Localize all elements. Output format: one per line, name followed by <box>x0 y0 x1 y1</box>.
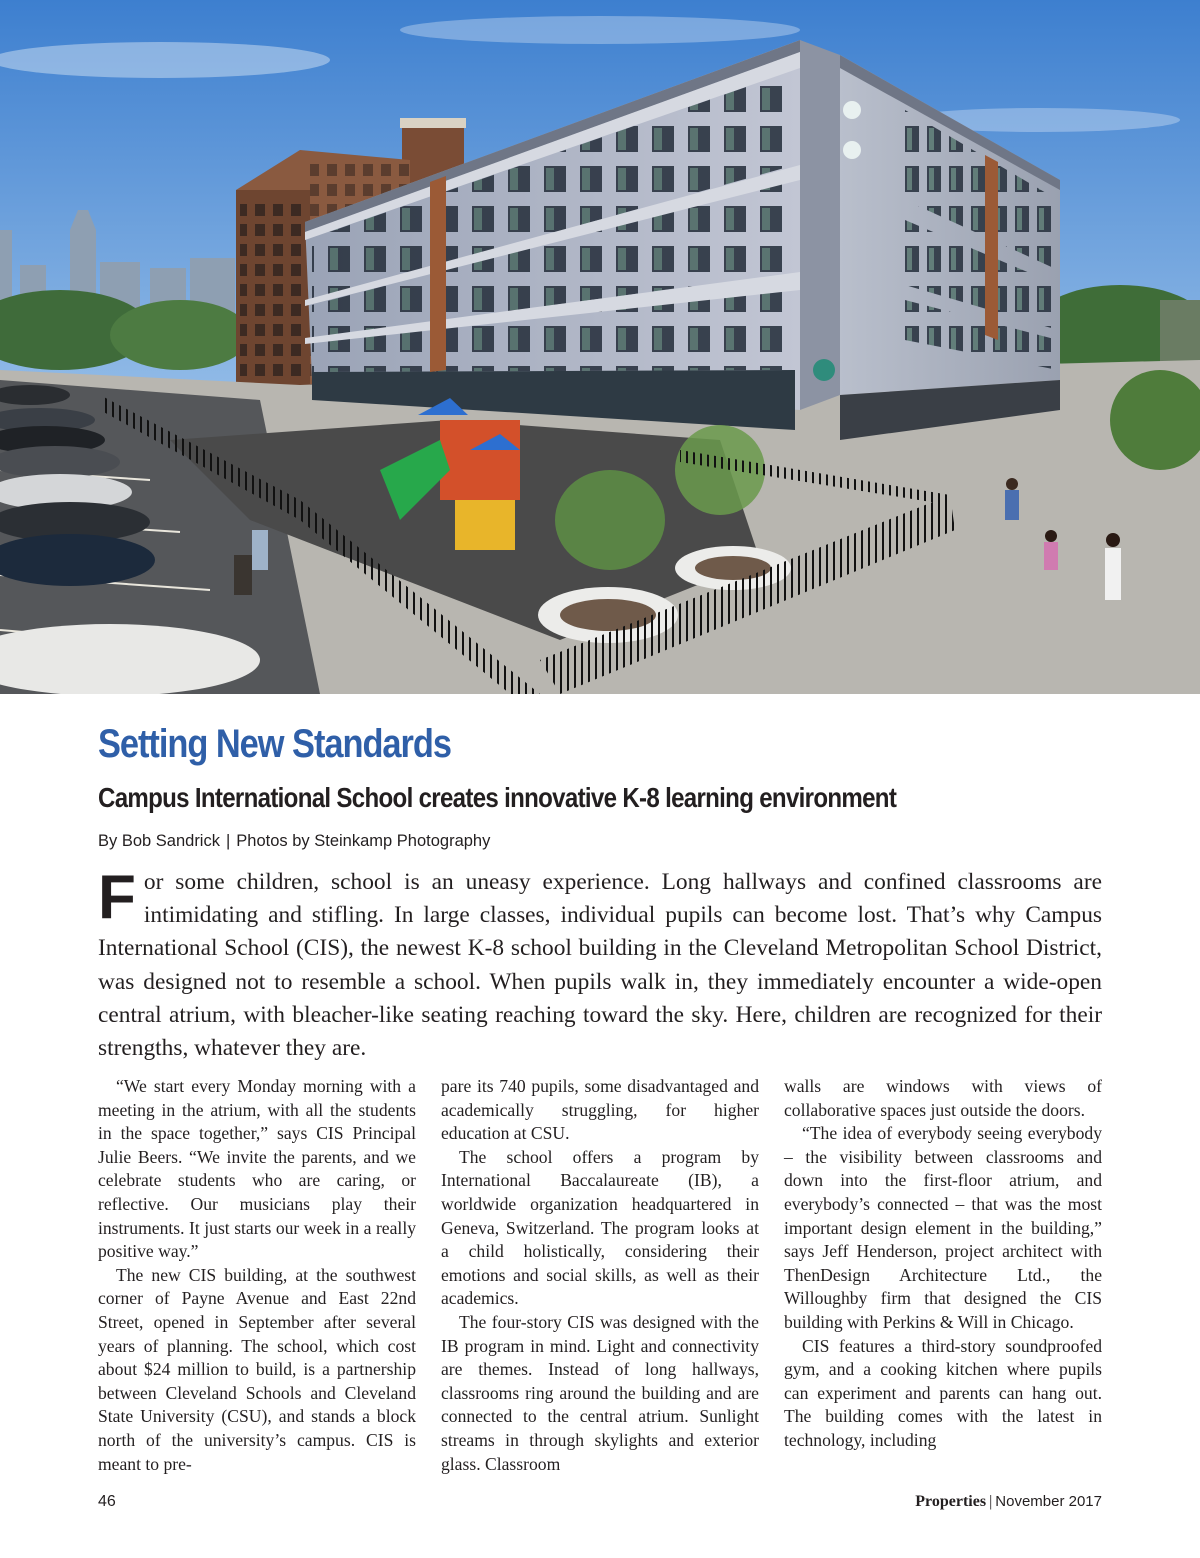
body-paragraph: pare its 740 pupils, some disadvantaged and academically struggling, for higher education at CSU. <box>441 1076 759 1144</box>
body-paragraph: The four-story CIS was designed with the IB program in mind. Light and connectivity are themes. Instead of long hallways, classrooms ring around the building and are connected to the central atrium. Sunlight streams in through skylights and exterior glass. Classroom <box>441 1311 759 1474</box>
byline <box>98 832 490 851</box>
byline-author: By Bob Sandrick <box>98 832 220 850</box>
body-paragraph: walls are windows with views of collaborative spaces just outside the doors. <box>784 1076 1102 1120</box>
body-paragraph: “We start every Monday morning with a meeting in the atrium, with all the students in the space together,” says CIS Principal Julie Beers. “We invite the parents, and we celebrate students who are caring, or reflective. Our musicians play their instruments. It just starts our week in a really positive way.” <box>98 1076 416 1262</box>
byline-separator: | <box>225 832 231 850</box>
body-column-1 <box>98 1075 416 1476</box>
folio-separator: | <box>989 1493 993 1510</box>
magazine-name: Properties <box>915 1493 987 1510</box>
page-number: 46 <box>98 1493 116 1510</box>
issue-date: November 2017 <box>995 1493 1102 1510</box>
intro-text: or some children, school is an uneasy experience. Long hallways and confined classrooms are intimidating and stifling. In large classes, individual pupils can become lost. That’s why Campus International School (CIS), the newest K-8 school building in the Cleveland Metropolitan School District, was designed not to resemble a school. When pupils walk in, they immediately encounter a wide-open central atrium, with bleacher-like seating reaching toward the sky. Here, children are recognized for their strengths, whatever they are. <box>98 869 1102 1062</box>
footer-folio <box>915 1493 1102 1511</box>
article-subhead: Campus International School creates innovative K-8 learning environment <box>98 782 897 813</box>
body-paragraph: The new CIS building, at the southwest corner of Payne Avenue and East 22nd Street, opened in September after several years of planning. The school, which cost about $24 million to build, is a partnership between Cleveland Schools and Cleveland State University (CSU), and stands a block north of the university’s campus. CIS is meant to pre- <box>98 1264 416 1474</box>
article-headline: Setting New Standards <box>98 722 451 766</box>
body-paragraph: “The idea of everybody seeing everybody – the visibility between classrooms and down into the first-floor atrium, and everybody’s connected – that was the most important design element in the building,” says Jeff Henderson, project architect with ThenDesign Architecture Ltd., the Willoughby firm that designed the CIS building with Perkins & Will in Chicago. <box>784 1123 1102 1332</box>
body-column-3 <box>784 1075 1102 1453</box>
body-column-2 <box>441 1075 759 1476</box>
hero-photo <box>0 0 1200 694</box>
drop-cap: F <box>98 863 136 932</box>
byline-photo-credit: Photos by Steinkamp Photography <box>236 832 491 850</box>
intro-paragraph <box>98 863 1102 1065</box>
body-paragraph: The school offers a program by International Baccalaureate (IB), a worldwide organization headquartered in Geneva, Switzerland. The program looks at a child holistically, considering their emotions and social skills, as well as their academics. <box>441 1146 759 1309</box>
body-paragraph: CIS features a third-story soundproofed gym, and a cooking kitchen where pupils can experiment and parents can hang out. The building comes with the latest in technology, including <box>784 1335 1102 1450</box>
